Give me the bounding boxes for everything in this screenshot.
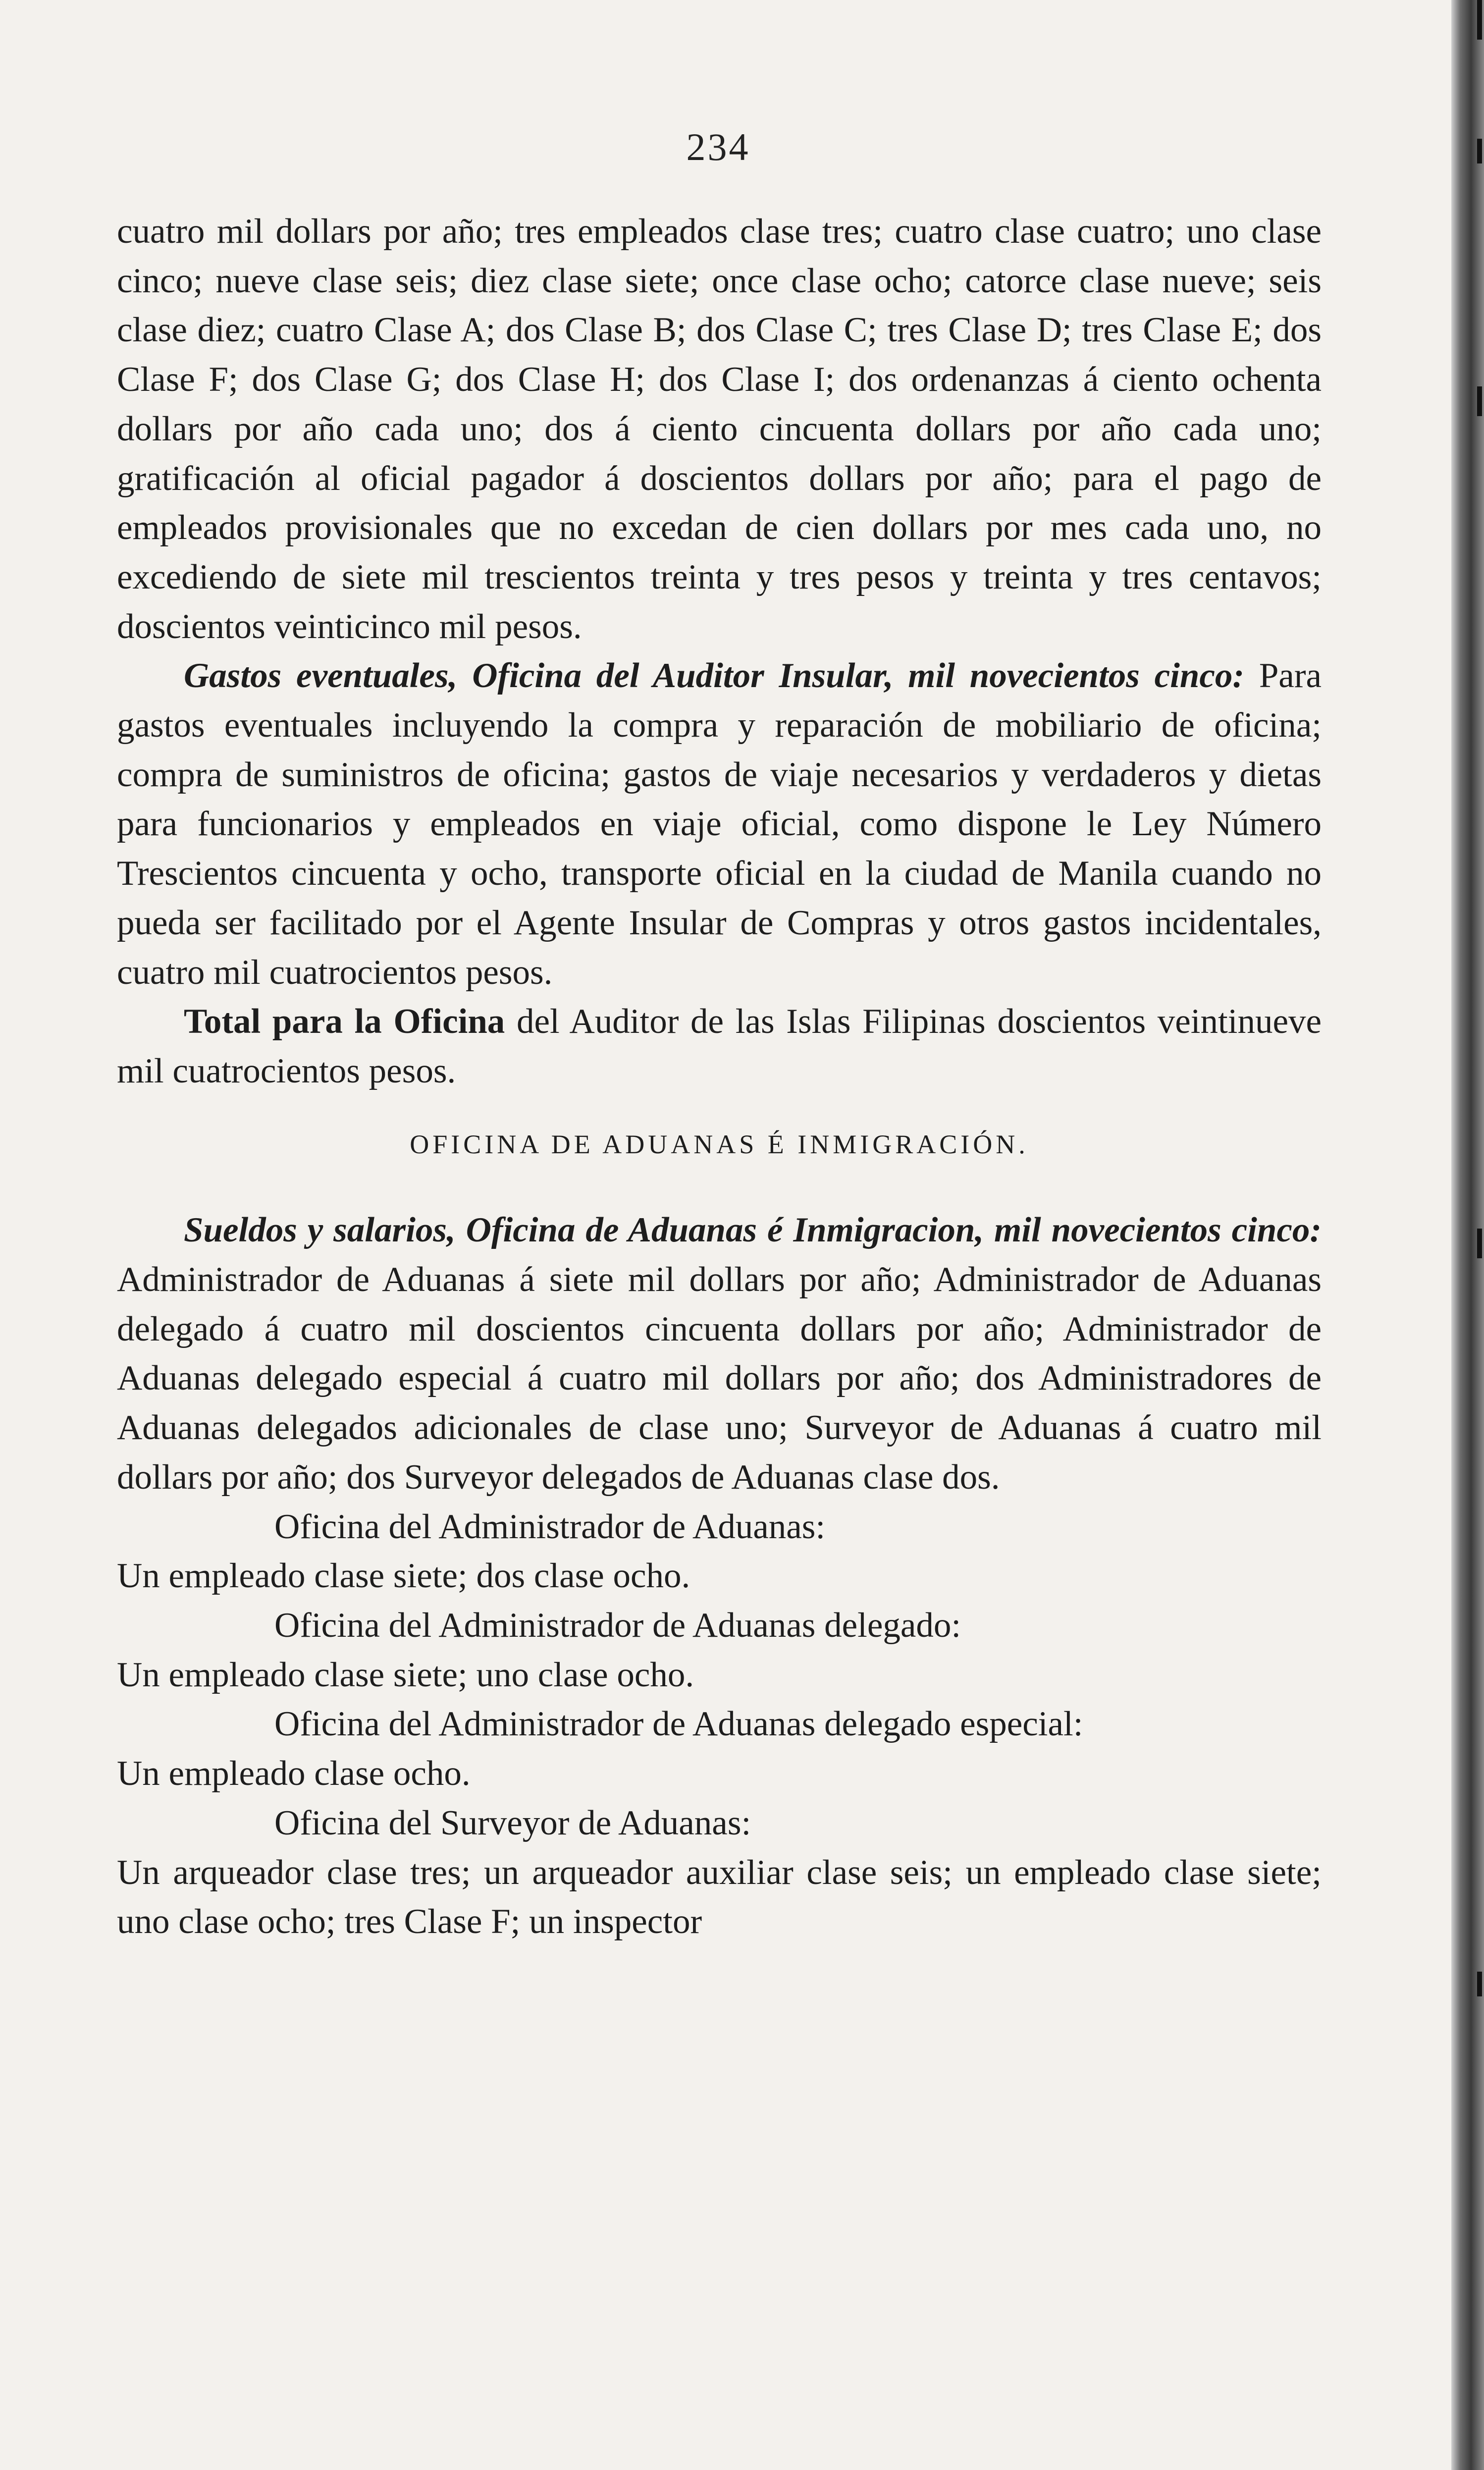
paragraph-salaries-list: cuatro mil dollars por año; tres empleados clase tres; cuatro clase cuatro; uno clase cinco; nueve clase seis; diez clase siete; once clase ocho; catorce clase nueve; seis clase diez; cuatro Clase A; dos Clase B; dos Clase C; tres Clase D; tres Clase E; dos Clase F; dos Clase G; dos Clase H; dos Clase I; dos ordenanzas á ciento ochenta dollars por año cada uno; dos á ciento cincuenta dollars por año cada uno; gratificación al oficial pagador á doscientos dollars por año; para el pago de empleados provisionales que no excedan de cien dollars por mes cada uno, no excediendo de siete mil trescientos treinta y tres pesos y treinta y tres centavos; doscientos veinticinco mil pesos. <box>117 212 1322 646</box>
office-staff: Un empleado clase ocho. <box>117 1754 471 1793</box>
page-number: 234 <box>686 125 750 168</box>
office-heading: Oficina del Administrador de Aduanas delegado especial: <box>274 1705 1083 1744</box>
edge-mark <box>1477 386 1482 416</box>
office-heading: Oficina del Surveyor de Aduanas: <box>274 1803 751 1842</box>
sueldos-title: Sueldos y salarios, Oficina de Aduanas é Inmigracion, mil novecientos cinco: <box>184 1211 1322 1250</box>
edge-mark <box>1477 139 1482 163</box>
paragraph-sueldos <box>117 1206 1322 1502</box>
edge-mark <box>1477 0 1482 40</box>
sueldos-text: Administrador de Aduanas á siete mil dollars por año; Administrador de Aduanas delegado á cuatro mil doscientos cincuenta dollars por año; Administrador de Aduanas delegado especial á cuatro mil dollars por año; dos Administradores de Aduanas delegados adicionales de clase uno; Surveyor de Aduanas á cuatro mil dollars por año; dos Surveyor delegados de Aduanas clase dos. <box>117 1260 1322 1497</box>
office-staff: Un empleado clase siete; dos clase ocho. <box>117 1557 690 1596</box>
body-text <box>117 207 1322 1947</box>
edge-mark <box>1477 1972 1482 1996</box>
office-heading: Oficina del Administrador de Aduanas delegado: <box>274 1606 961 1645</box>
gastos-title: Gastos eventuales, Oficina del Auditor Insular, mil novecientos cinco: <box>184 656 1245 696</box>
total-lead: Total para la Oficina <box>184 1002 505 1041</box>
gastos-text: Para gastos eventuales incluyendo la compra y reparación de mobiliario de oficina; compra de suministros de oficina; gastos de viaje necesarios y verdaderos y dietas para funcionarios y empleados en viaje oficial, como dispone le Ley Número Trescientos cincuenta y ocho, transporte oficial en la ciudad de Manila cuando no pueda ser facilitado por el Agente Insular de Compras y otros gastos incidentales, cuatro mil cuatrocientos pesos. <box>117 656 1322 992</box>
scan-edge <box>1451 0 1484 2470</box>
total-text: del Auditor de las Islas Filipinas doscientos veintinueve mil cuatrocientos pesos. <box>117 1002 1322 1090</box>
edge-mark <box>1477 1229 1482 1258</box>
paragraph-total <box>117 997 1322 1096</box>
paragraph-gastos-eventuales <box>117 651 1322 997</box>
office-staff: Un arqueador clase tres; un arqueador auxiliar clase seis; un empleado clase siete; uno clase ocho; tres Clase F; un inspector <box>117 1853 1322 1941</box>
office-staff: Un empleado clase siete; uno clase ocho. <box>117 1655 694 1694</box>
section-heading: OFICINA DE ADUANAS É INMIGRACIÓN. <box>410 1129 1029 1159</box>
office-heading: Oficina del Administrador de Aduanas: <box>274 1507 826 1546</box>
